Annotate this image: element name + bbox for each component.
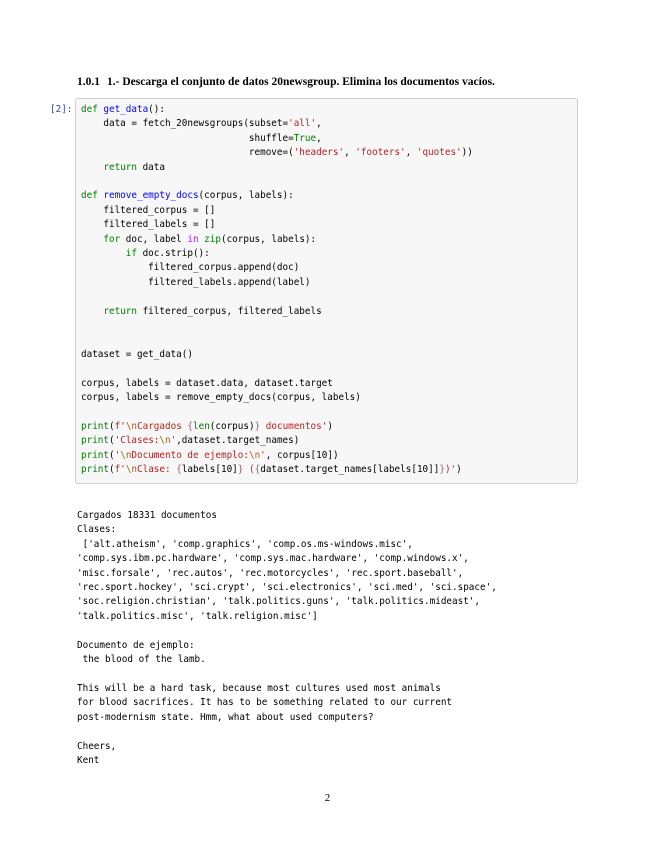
output-line: the blood of the lamb. [77,654,206,666]
code-line [81,392,361,403]
code-token [81,306,103,317]
code-line [81,133,322,144]
code-token: data [136,161,165,173]
code-token: 'Clases: [114,435,160,447]
code-token: (corpus, labels): [220,233,317,245]
code-token: , corpus[10]) [265,449,339,461]
code-token: zip [204,233,221,245]
code-token [81,248,126,259]
output-line: ['alt.atheism', 'comp.graphics', 'comp.os.ms-windows.misc', [77,538,413,550]
cell-output [77,509,497,768]
code-line [81,421,333,432]
code-token: )) [461,147,473,159]
code-token: doc, label [120,233,188,245]
code-line [81,104,165,115]
code-token: remove=( [81,147,294,159]
section-heading [77,76,495,88]
output-line: Kent [77,754,100,766]
code-token: \n [120,449,132,461]
code-token: filtered_labels.append(label) [81,276,311,288]
code-line [81,248,210,259]
code-token: filtered_labels = [] [81,219,216,231]
code-token: return [103,305,137,317]
code-token: , [405,147,417,159]
code-line [81,118,322,129]
code-line [81,450,339,461]
code-token: { [187,420,193,432]
code-token: 'footers' [355,147,406,159]
output-line: for blood sacrifices. It has to be something related to our current [77,697,453,709]
code-line [81,464,462,475]
code-token: filtered_corpus, filtered_labels [136,305,322,317]
code-token: Documento de ejemplo: [131,449,249,461]
code-token: print [81,449,109,461]
code-token: doc.strip(): [136,248,210,260]
code-token: (): [148,104,165,115]
cell-prompt: [2]: [50,104,73,115]
code-token: , [316,132,322,144]
code-token: ( [109,449,115,461]
code-token: dataset = get_data() [81,348,193,360]
code-token: ) [327,420,333,432]
code-line [81,162,165,173]
output-line: Documento de ejemplo: [77,639,195,651]
code-line [81,262,299,273]
code-token: ) [456,464,462,476]
code-token: data = fetch_20newsgroups(subset= [81,118,289,130]
output-line: 'talk.politics.misc', 'talk.religion.misc'] [77,610,318,622]
code-token: \n [125,464,138,476]
code-line [81,147,473,158]
code-token: for [103,233,121,245]
code-token: Clase: [137,464,177,476]
code-token: labels[10] [181,464,238,476]
code-token: Cargados [137,420,188,432]
section-number: 1.0.1 [77,76,100,88]
code-token: ( [243,464,255,476]
code-token: , [344,147,356,159]
code-token: \n [248,449,261,461]
output-line: 'rec.sport.hockey', 'sci.crypt', 'sci.electronics', 'sci.med', 'sci.space', [77,582,497,594]
page-number: 2 [324,792,331,804]
code-token: )' [444,464,457,476]
code-token: print [81,435,109,447]
code-token: , [316,118,322,130]
code-token: documentos' [260,420,328,432]
code-token: dataset.target_names[labels[10]] [260,464,440,476]
code-token: print [81,420,109,432]
code-token: 'quotes' [416,147,462,159]
code-token: filtered_corpus = [] [81,204,216,216]
code-token: print [81,464,109,476]
output-line: 'comp.sys.ibm.pc.hardware', 'comp.sys.mac.hardware', 'comp.windows.x', [77,553,469,565]
code-token: ' [170,435,177,447]
code-token: ( [109,464,115,476]
code-token: (corpus, labels): [198,190,294,202]
code-token: ' [260,449,266,461]
code-token: return [103,161,137,173]
code-token: } [439,464,445,476]
code-line [81,435,299,446]
code-line [81,349,193,360]
code-line [81,306,322,317]
code-token: len [193,420,210,432]
code-token: { [254,464,261,476]
output-line: 'misc.forsale', 'rec.autos', 'rec.motorcycles', 'rec.sport.baseball', [77,567,464,579]
code-block[interactable] [81,103,473,478]
output-line: Cheers, [77,740,117,752]
code-line [81,190,294,201]
code-token: } [237,464,244,476]
code-token: f' [114,464,126,476]
code-token: remove_empty_docs [103,190,199,202]
code-token: def [81,190,104,202]
code-line [81,219,215,230]
output-line: post-modernism state. Hmm, what about used computers? [77,711,374,723]
output-line: Cargados 18331 documentos [77,510,217,521]
code-token: if [125,248,137,260]
code-token: } [254,420,261,432]
output-line: Clases: [77,524,117,536]
code-token: ' [114,449,121,461]
code-token: True [293,132,317,144]
output-line: 'soc.religion.christian', 'talk.politics.guns', 'talk.politics.mideast', [77,596,480,608]
code-line [81,234,316,245]
code-cell[interactable] [75,98,578,484]
code-token: shuffle= [81,132,294,144]
code-token: get_data [103,104,149,115]
code-line [81,205,215,216]
code-token: f' [114,420,126,432]
code-token: ( [109,435,115,447]
code-token: \n [159,435,171,447]
code-token: 'headers' [293,147,345,159]
output-line: This will be a hard task, because most cultures used most animals [77,682,441,694]
code-token: ,dataset.target_names) [176,435,300,447]
code-token: filtered_corpus.append(doc) [81,262,300,274]
code-token: in [187,233,199,245]
code-token: (corpus) [209,420,255,432]
code-token: \n [125,420,138,432]
section-title: 1.- Descarga el conjunto de datos 20newsgroup. Elimina los documentos vacíos. [107,76,495,88]
code-line [81,378,333,389]
code-token [81,162,103,173]
code-token: corpus, labels = remove_empty_docs(corpus, labels) [81,392,361,404]
code-token: def [81,104,104,115]
code-token: ( [109,420,115,432]
code-token [81,234,103,245]
code-token: 'all' [288,118,317,130]
code-token: { [176,464,182,476]
code-token: corpus, labels = dataset.data, dataset.target [81,377,333,389]
code-line [81,277,311,288]
